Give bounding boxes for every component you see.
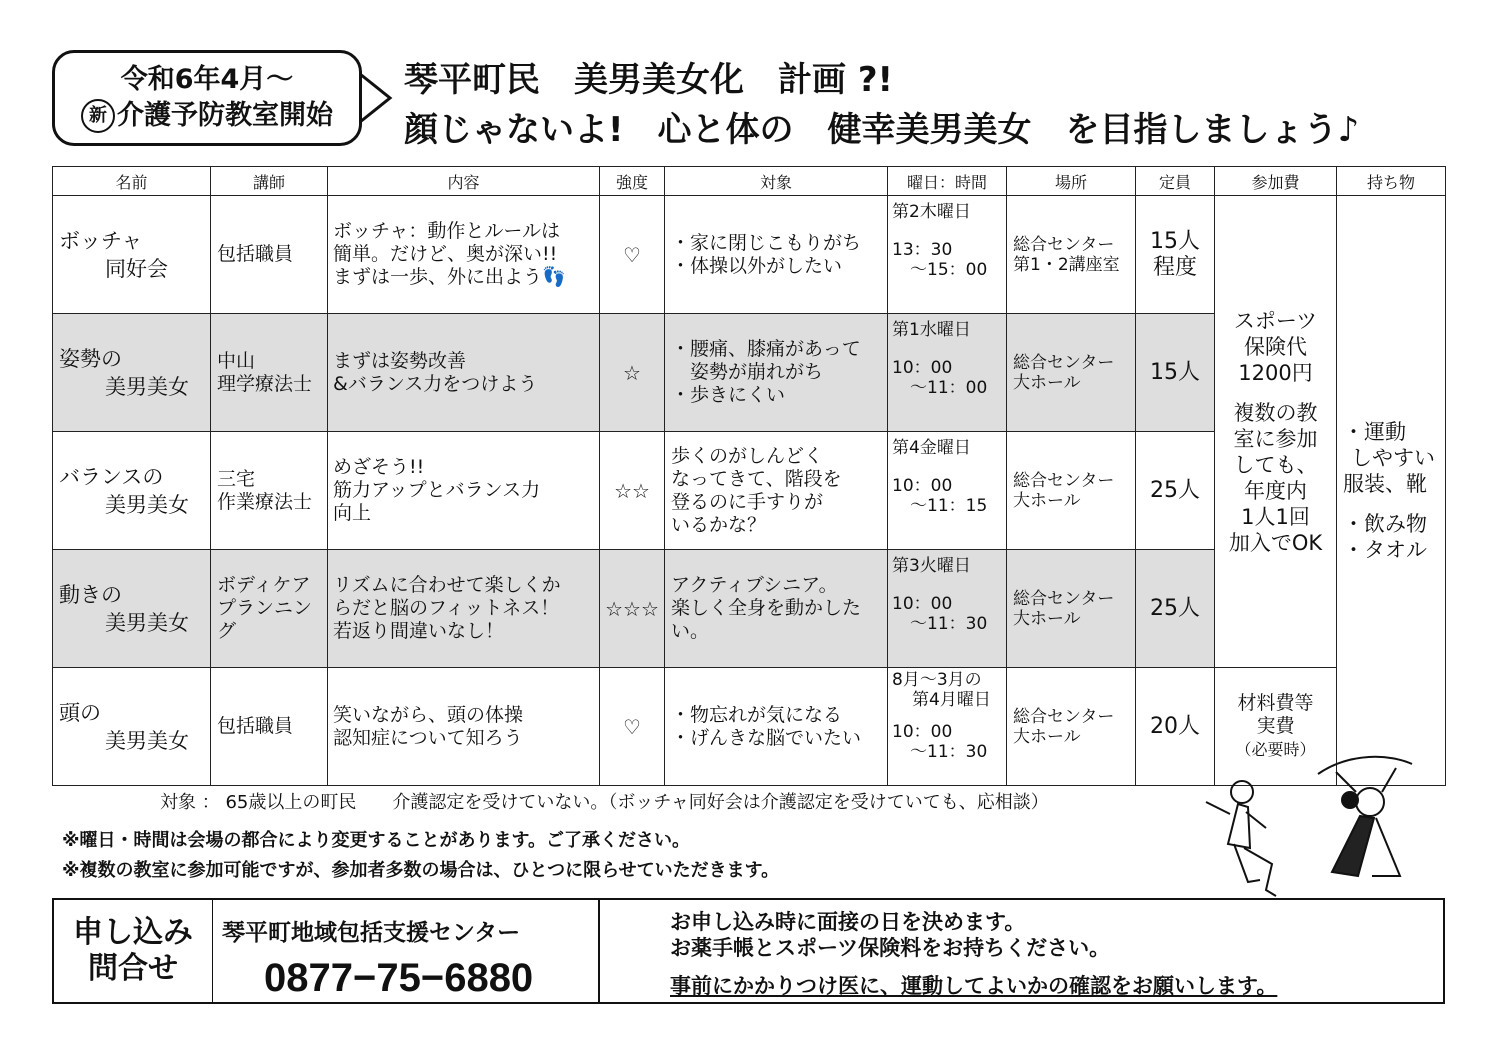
info-line-bring-items: お薬手帳とスポーツ保険料をお持ちください。 <box>670 936 1111 960</box>
target-audience: ・物忘れが気になる ・げんきな脳でいたい <box>665 668 888 786</box>
intensity-mark: ☆☆ <box>600 432 665 550</box>
intensity-mark: ☆ <box>600 314 665 432</box>
schedule-time: 第3火曜日 10：00 ～11：30 <box>888 550 1007 668</box>
class-content: 笑いながら、頭の体操 認知症について知ろう <box>328 668 600 786</box>
schedule-time: 8月～3月の 第4月曜日 10：00 ～11：30 <box>888 668 1007 786</box>
capacity: 15人 <box>1136 314 1215 432</box>
instructor: 中山 理学療法士 <box>211 314 328 432</box>
contact-organization: 琴平町地域包括支援センター <box>222 920 521 946</box>
schedule-time: 第2木曜日 13：30 ～15：00 <box>888 196 1007 314</box>
intensity-mark: ♡ <box>600 668 665 786</box>
class-name: ボッチャ 同好会 <box>53 196 211 314</box>
schedule-change-note: ※曜日・時間は会場の都合により変更することがあります。ご了承ください。 <box>62 830 691 851</box>
start-date-badge <box>52 50 362 146</box>
col-header-items: 持ち物 <box>1337 167 1446 196</box>
exercising-people-illustration <box>1200 752 1430 912</box>
contact-label: 申し込み 問合せ <box>54 900 213 1002</box>
col-header-fee: 参加費 <box>1215 167 1337 196</box>
class-content: めざそう!! 筋力アップとバランス力 向上 <box>328 432 600 550</box>
badge-title-text: 介護予防教室開始 <box>117 100 333 131</box>
info-line-doctor-check: 事前にかかりつけ医に、運動してよいかの確認をお願いします。 <box>670 974 1278 998</box>
headline-1: 琴平町民 美男美女化 計画 ?! <box>404 60 894 100</box>
new-mark: 新 <box>81 99 115 133</box>
target-audience: アクティブシニア。 楽しく全身を動かした い。 <box>665 550 888 668</box>
class-content: まずは姿勢改善 &バランス力をつけよう <box>328 314 600 432</box>
schedule-time: 第4金曜日 10：00 ～11：15 <box>888 432 1007 550</box>
fee-materials: 材料費等 実費 （必要時） <box>1215 668 1337 786</box>
intensity-mark: ♡ <box>600 196 665 314</box>
capacity: 25人 <box>1136 432 1215 550</box>
instructor: 三宅 作業療法士 <box>211 432 328 550</box>
target-note: 対象 ： 65歳以上の町民 介護認定を受けていない。（ボッチャ同好会は介護認定を受けていても、応相談） <box>160 792 1049 813</box>
contact-phone[interactable]: 0877−75−6880 <box>264 956 534 1000</box>
venue: 総合センター 大ホール <box>1007 314 1136 432</box>
class-schedule-table <box>52 166 1446 786</box>
col-header-intensity: 強度 <box>600 167 665 196</box>
instructor: ボディケア プランニン グ <box>211 550 328 668</box>
capacity: 25人 <box>1136 550 1215 668</box>
class-name: バランスの 美男美女 <box>53 432 211 550</box>
venue: 総合センター 大ホール <box>1007 550 1136 668</box>
col-header-instructor: 講師 <box>211 167 328 196</box>
instructor: 包括職員 <box>211 196 328 314</box>
capacity: 15人 程度 <box>1136 196 1215 314</box>
class-content: ボッチャ：動作とルールは 簡単。だけど、奥が深い!! まずは一歩、外に出よう👣 <box>328 196 600 314</box>
capacity: 20人 <box>1136 668 1215 786</box>
col-header-place: 場所 <box>1007 167 1136 196</box>
badge-date: 令和6年4月～ <box>120 64 294 95</box>
col-header-capacity: 定員 <box>1136 167 1215 196</box>
venue: 総合センター 大ホール <box>1007 668 1136 786</box>
headline-2: 顔じゃないよ! 心と体の 健幸美男美女 を目指しましょう♪ <box>404 110 1360 150</box>
col-header-target: 対象 <box>665 167 888 196</box>
class-name: 頭の 美男美女 <box>53 668 211 786</box>
target-audience: 歩くのがしんどく なってきて、階段を 登るのに手すりが いるかな？ <box>665 432 888 550</box>
items-to-bring: ・運動 しやすい 服装、靴 ・飲み物 ・タオル <box>1337 196 1446 786</box>
badge-title <box>81 98 333 134</box>
table-header-row <box>53 167 1446 196</box>
chevron-right-icon <box>356 68 396 128</box>
participation-limit-note: ※複数の教室に参加可能ですが、参加者多数の場合は、ひとつに限らせていただきます。 <box>62 860 780 881</box>
col-header-schedule: 曜日：時間 <box>888 167 1007 196</box>
col-header-name: 名前 <box>53 167 211 196</box>
target-audience: ・腰痛、膝痛があって 姿勢が崩れがち ・歩きにくい <box>665 314 888 432</box>
schedule-time: 第1水曜日 10：00 ～11：00 <box>888 314 1007 432</box>
class-content: リズムに合わせて楽しくか らだと脳のフィットネス！ 若返り間違いなし！ <box>328 550 600 668</box>
intensity-mark: ☆☆☆ <box>600 550 665 668</box>
info-line-interview: お申し込み時に面接の日を決めます。 <box>670 910 1026 934</box>
target-audience: ・家に閉じこもりがち ・体操以外がしたい <box>665 196 888 314</box>
class-name: 姿勢の 美男美女 <box>53 314 211 432</box>
application-info-box <box>598 898 1445 1004</box>
venue: 総合センター 第1・2講座室 <box>1007 196 1136 314</box>
class-name: 動きの 美男美女 <box>53 550 211 668</box>
col-header-content: 内容 <box>328 167 600 196</box>
instructor: 包括職員 <box>211 668 328 786</box>
venue: 総合センター 大ホール <box>1007 432 1136 550</box>
table-row <box>53 196 1446 314</box>
fee-main: スポーツ 保険代 1200円 複数の教 室に参加 しても、 年度内 1人1回 加入でOK <box>1215 196 1337 668</box>
contact-box <box>52 898 600 1004</box>
